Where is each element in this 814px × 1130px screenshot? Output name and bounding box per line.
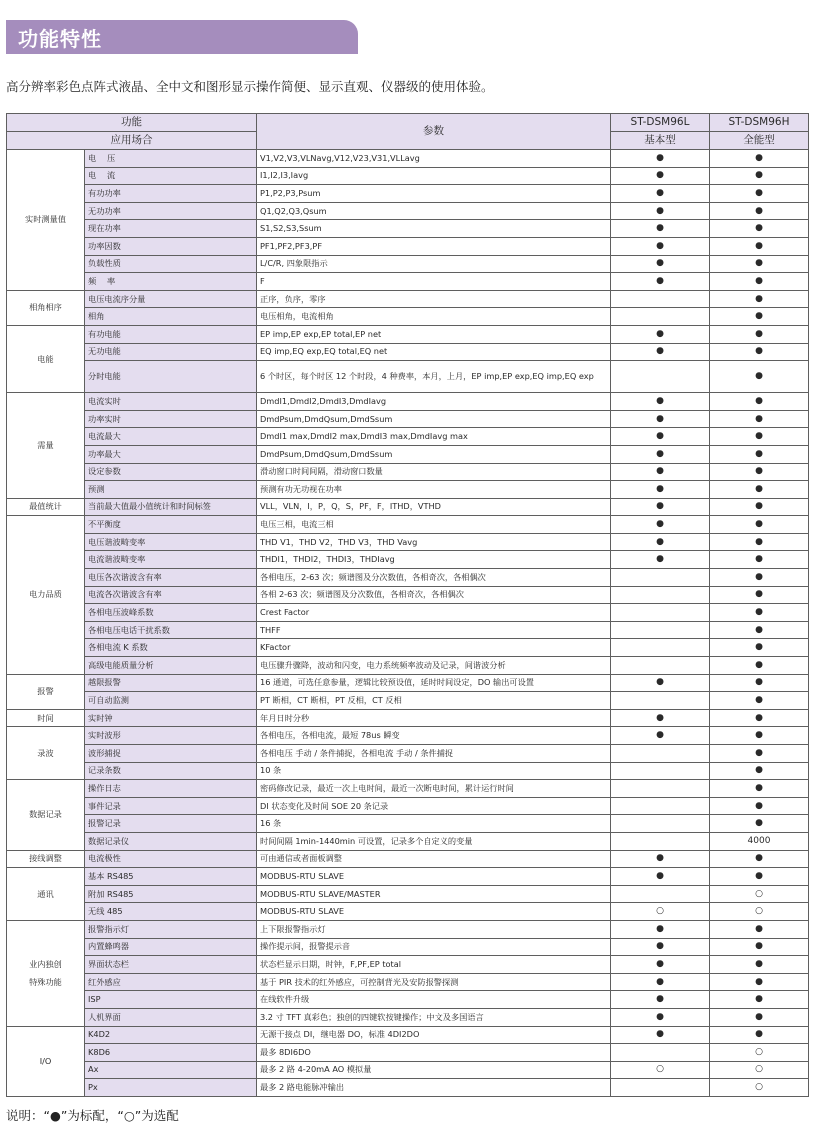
table-row	[7, 885, 809, 903]
table-row	[7, 569, 809, 587]
model-l-cell	[611, 815, 710, 833]
model-h-cell: ●	[710, 692, 809, 710]
parameter-cell: 正序，负序，零序	[257, 290, 611, 308]
function-cell: 无功电能	[85, 343, 257, 361]
model-l-cell: ●	[611, 868, 710, 886]
model-l-cell	[611, 885, 710, 903]
model-h-cell: ●	[710, 604, 809, 622]
function-cell: 越限报警	[85, 674, 257, 692]
parameter-cell: 电压骤升骤降，波动和闪变，电力系统频率波动及记录，间谐波分析	[257, 657, 611, 675]
parameter-cell: MODBUS-RTU SLAVE	[257, 903, 611, 921]
parameter-cell: S1,S2,S3,Ssum	[257, 220, 611, 238]
parameter-cell: F	[257, 273, 611, 291]
model-l-cell	[611, 586, 710, 604]
parameter-cell: THDI1，THDI2，THDI3，THDIavg	[257, 551, 611, 569]
intro-text: 高分辨率彩色点阵式液晶、全中文和图形显示操作简便、显示直观、仪器级的使用体验。	[6, 79, 494, 94]
parameter-cell: 各相电压，各相电流，最短 78us 瞬变	[257, 727, 611, 745]
model-l-cell	[611, 657, 710, 675]
table-row	[7, 903, 809, 921]
parameter-cell: DmdPsum,DmdQsum,DmdSsum	[257, 445, 611, 463]
table-row	[7, 308, 809, 326]
model-l-cell	[611, 832, 710, 850]
header-type-l: 基本型	[611, 132, 710, 150]
model-l-cell: ●	[611, 255, 710, 273]
function-cell: 频 率	[85, 273, 257, 291]
table-row	[7, 325, 809, 343]
function-cell: 电 流	[85, 167, 257, 185]
parameter-cell: 最多 2 路 4-20mA AO 模拟量	[257, 1061, 611, 1079]
parameter-cell: THD V1，THD V2，THD V3，THD Vavg	[257, 533, 611, 551]
table-row	[7, 533, 809, 551]
model-l-cell	[611, 621, 710, 639]
model-h-cell: ●	[710, 586, 809, 604]
function-cell: 各相电压电话干扰系数	[85, 621, 257, 639]
model-l-cell: ●	[611, 325, 710, 343]
header-model-l: ST-DSM96L	[611, 114, 710, 132]
parameter-cell: 电压相角，电流相角	[257, 308, 611, 326]
model-h-cell: ●	[710, 815, 809, 833]
function-cell: 各相电压波峰系数	[85, 604, 257, 622]
group-cell: 需量	[7, 393, 85, 499]
model-h-cell: ●	[710, 290, 809, 308]
legend-note: 说明：“●”为标配，“○”为选配	[6, 1108, 179, 1123]
table-row	[7, 956, 809, 974]
header-model-h: ST-DSM96H	[710, 114, 809, 132]
model-l-cell: ●	[611, 150, 710, 168]
parameter-cell: 无源干接点 DI，继电器 DO，标准 4DI2DO	[257, 1026, 611, 1044]
parameter-cell: 状态栏显示日期，时钟，F,PF,EP total	[257, 956, 611, 974]
group-cell: 报警	[7, 674, 85, 709]
header-application: 应用场合	[7, 132, 257, 150]
table-row	[7, 361, 809, 393]
function-cell: Px	[85, 1079, 257, 1097]
parameter-cell: PT 断相，CT 断相，PT 反相，CT 反相	[257, 692, 611, 710]
table-row	[7, 551, 809, 569]
table-row	[7, 692, 809, 710]
function-cell: 电流实时	[85, 393, 257, 411]
model-l-cell: ●	[611, 727, 710, 745]
parameter-cell: 6 个时区，每个时区 12 个时段，4 种费率，本月，上月，EP imp,EP exp,EQ imp,EQ exp	[257, 361, 611, 393]
parameter-cell: DI 状态变化及时间 SOE 20 条记录	[257, 797, 611, 815]
table-row	[7, 832, 809, 850]
function-cell: Ax	[85, 1061, 257, 1079]
function-cell: K4D2	[85, 1026, 257, 1044]
model-l-cell: ●	[611, 463, 710, 481]
parameter-cell: P1,P2,P3,Psum	[257, 185, 611, 203]
parameter-cell: 可由通信或者面板调整	[257, 850, 611, 868]
table-row	[7, 745, 809, 763]
table-row	[7, 498, 809, 516]
model-h-cell: ●	[710, 150, 809, 168]
parameter-cell: 各相电压，2-63 次；频谱图及分次数值，各相奇次，各相偶次	[257, 569, 611, 587]
model-h-cell: ●	[710, 956, 809, 974]
header-parameter: 参数	[257, 114, 611, 150]
table-row	[7, 868, 809, 886]
model-h-cell: ●	[710, 533, 809, 551]
table-row	[7, 920, 809, 938]
model-h-cell: ●	[710, 657, 809, 675]
model-l-cell: ●	[611, 938, 710, 956]
model-h-cell: ●	[710, 938, 809, 956]
model-h-cell: ●	[710, 621, 809, 639]
parameter-cell: 基于 PIR 技术的红外感应，可控制背光及安防报警探测	[257, 973, 611, 991]
model-l-cell	[611, 308, 710, 326]
function-cell: 波形捕捉	[85, 745, 257, 763]
model-l-cell: ●	[611, 551, 710, 569]
model-h-cell: ●	[710, 220, 809, 238]
table-row	[7, 428, 809, 446]
model-l-cell	[611, 780, 710, 798]
model-l-cell: ●	[611, 273, 710, 291]
model-h-cell: ●	[710, 797, 809, 815]
model-h-cell: ○	[710, 1079, 809, 1097]
model-h-cell: ●	[710, 361, 809, 393]
model-h-cell: ○	[710, 1044, 809, 1062]
model-l-cell: ●	[611, 220, 710, 238]
table-row	[7, 516, 809, 534]
table-row	[7, 674, 809, 692]
model-l-cell: ●	[611, 237, 710, 255]
parameter-cell: EQ imp,EQ exp,EQ total,EQ net	[257, 343, 611, 361]
model-l-cell: ●	[611, 1008, 710, 1026]
model-h-cell: ●	[710, 762, 809, 780]
section-title: 功能特性	[18, 27, 102, 51]
function-cell: 记录条数	[85, 762, 257, 780]
model-l-cell: ●	[611, 343, 710, 361]
parameter-cell: THFF	[257, 621, 611, 639]
group-cell: 实时测量值	[7, 150, 85, 291]
function-cell: 基本 RS485	[85, 868, 257, 886]
table-row	[7, 463, 809, 481]
parameter-cell: MODBUS-RTU SLAVE	[257, 868, 611, 886]
parameter-cell: 年月日时分秒	[257, 709, 611, 727]
group-cell: 数据记录	[7, 780, 85, 850]
model-l-cell: ●	[611, 410, 710, 428]
function-cell: 当前最大值最小值统计和时间标签	[85, 498, 257, 516]
parameter-cell: 预测有功无功视在功率	[257, 481, 611, 499]
parameter-cell: 操作提示间，报警提示音	[257, 938, 611, 956]
model-h-cell: ●	[710, 481, 809, 499]
table-row	[7, 815, 809, 833]
table-row	[7, 445, 809, 463]
model-l-cell: ●	[611, 167, 710, 185]
function-cell: 电流极性	[85, 850, 257, 868]
model-h-cell: ●	[710, 551, 809, 569]
function-cell: 报警指示灯	[85, 920, 257, 938]
parameter-cell: DmdI1 max,DmdI2 max,DmdI3 max,DmdIavg max	[257, 428, 611, 446]
parameter-cell: 16 通道，可选任意参量，逻辑比较预设值，延时时间设定，DO 输出可设置	[257, 674, 611, 692]
function-cell: 相角	[85, 308, 257, 326]
model-h-cell: ●	[710, 973, 809, 991]
model-h-cell: ●	[710, 727, 809, 745]
model-h-cell: ●	[710, 237, 809, 255]
model-l-cell	[611, 797, 710, 815]
model-l-cell	[611, 1079, 710, 1097]
group-cell: 录波	[7, 727, 85, 780]
group-cell: 时间	[7, 709, 85, 727]
model-l-cell: ●	[611, 533, 710, 551]
model-h-cell: ○	[710, 903, 809, 921]
model-l-cell: ●	[611, 498, 710, 516]
function-cell: K8D6	[85, 1044, 257, 1062]
table-row	[7, 709, 809, 727]
table-row	[7, 343, 809, 361]
model-l-cell: ●	[611, 516, 710, 534]
model-h-cell: ●	[710, 255, 809, 273]
model-l-cell	[611, 569, 710, 587]
model-l-cell: ●	[611, 481, 710, 499]
model-h-cell: ●	[710, 639, 809, 657]
model-l-cell: ○	[611, 1061, 710, 1079]
model-l-cell: ●	[611, 393, 710, 411]
function-cell: 事件记录	[85, 797, 257, 815]
parameter-cell: 各相电压 手动 / 条件捕捉，各相电流 手动 / 条件捕捉	[257, 745, 611, 763]
model-h-cell: ●	[710, 393, 809, 411]
function-cell: 不平衡度	[85, 516, 257, 534]
parameter-cell: 时间间隔 1min-1440min 可设置，记录多个自定义的变量	[257, 832, 611, 850]
table-row	[7, 1079, 809, 1097]
model-l-cell: ●	[611, 428, 710, 446]
spec-table-body	[7, 150, 809, 1097]
function-cell: 电压各次谐波含有率	[85, 569, 257, 587]
parameter-cell: Q1,Q2,Q3,Qsum	[257, 202, 611, 220]
function-cell: 负载性质	[85, 255, 257, 273]
function-cell: 操作日志	[85, 780, 257, 798]
function-cell: 有功电能	[85, 325, 257, 343]
table-row	[7, 586, 809, 604]
parameter-cell: PF1,PF2,PF3,PF	[257, 237, 611, 255]
model-l-cell: ●	[611, 202, 710, 220]
parameter-cell: L/C/R, 四象限指示	[257, 255, 611, 273]
model-l-cell: ●	[611, 956, 710, 974]
table-row	[7, 1026, 809, 1044]
model-h-cell: ●	[710, 325, 809, 343]
header-type-h: 全能型	[710, 132, 809, 150]
model-h-cell: ●	[710, 463, 809, 481]
model-l-cell	[611, 290, 710, 308]
model-h-cell: ●	[710, 745, 809, 763]
model-h-cell: ●	[710, 273, 809, 291]
function-cell: 电压谐波畸变率	[85, 533, 257, 551]
table-row	[7, 657, 809, 675]
parameter-cell: Crest Factor	[257, 604, 611, 622]
parameter-cell: 在线软件升级	[257, 991, 611, 1009]
model-l-cell: ●	[611, 850, 710, 868]
parameter-cell: DmdPsum,DmdQsum,DmdSsum	[257, 410, 611, 428]
function-cell: 有功功率	[85, 185, 257, 203]
model-l-cell: ●	[611, 973, 710, 991]
model-h-cell: ●	[710, 498, 809, 516]
model-h-cell: ●	[710, 167, 809, 185]
model-h-cell: ●	[710, 780, 809, 798]
model-l-cell: ●	[611, 185, 710, 203]
function-cell: 无功功率	[85, 202, 257, 220]
parameter-cell: 16 条	[257, 815, 611, 833]
model-h-cell: ●	[710, 674, 809, 692]
parameter-cell: 上下限报警指示灯	[257, 920, 611, 938]
table-row	[7, 167, 809, 185]
function-cell: 电压电流序分量	[85, 290, 257, 308]
model-h-cell: ●	[710, 991, 809, 1009]
parameter-cell: VLL，VLN，I，P，Q，S，PF，F，ITHD，VTHD	[257, 498, 611, 516]
model-h-cell: ●	[710, 516, 809, 534]
table-row	[7, 938, 809, 956]
function-cell: 附加 RS485	[85, 885, 257, 903]
parameter-cell: V1,V2,V3,VLNavg,V12,V23,V31,VLLavg	[257, 150, 611, 168]
table-row	[7, 1044, 809, 1062]
model-l-cell	[611, 639, 710, 657]
model-h-cell: ●	[710, 850, 809, 868]
group-cell: 接线调整	[7, 850, 85, 868]
model-h-cell: ●	[710, 445, 809, 463]
model-h-cell: ●	[710, 343, 809, 361]
model-h-cell: ○	[710, 885, 809, 903]
model-h-cell: ●	[710, 920, 809, 938]
model-l-cell	[611, 604, 710, 622]
model-l-cell: ●	[611, 920, 710, 938]
spec-table	[6, 113, 809, 1097]
parameter-cell: 滑动窗口时间间隔，滑动窗口数量	[257, 463, 611, 481]
model-h-cell: ●	[710, 185, 809, 203]
function-cell: 人机界面	[85, 1008, 257, 1026]
parameter-cell: EP imp,EP exp,EP total,EP net	[257, 325, 611, 343]
function-cell: 功率实时	[85, 410, 257, 428]
parameter-cell: DmdI1,DmdI2,DmdI3,DmdIavg	[257, 393, 611, 411]
function-cell: 内置蜂鸣器	[85, 938, 257, 956]
function-cell: 红外感应	[85, 973, 257, 991]
table-row	[7, 762, 809, 780]
parameter-cell: 最多 2 路电能脉冲输出	[257, 1079, 611, 1097]
header-function: 功能	[7, 114, 257, 132]
parameter-cell: 3.2 寸 TFT 真彩色；独创的四键软按键操作；中文及多国语言	[257, 1008, 611, 1026]
model-l-cell: ●	[611, 709, 710, 727]
table-row	[7, 604, 809, 622]
function-cell: 电 压	[85, 150, 257, 168]
group-cell: 业内独创 特殊功能	[7, 920, 85, 1026]
group-cell: 通讯	[7, 868, 85, 921]
table-row	[7, 481, 809, 499]
parameter-cell: 最多 8DI6DO	[257, 1044, 611, 1062]
model-l-cell	[611, 692, 710, 710]
function-cell: 电流谐波畸变率	[85, 551, 257, 569]
group-cell: 电能	[7, 325, 85, 392]
model-h-cell: ●	[710, 1008, 809, 1026]
table-row	[7, 410, 809, 428]
table-row	[7, 255, 809, 273]
parameter-cell: 10 条	[257, 762, 611, 780]
model-l-cell: ●	[611, 1026, 710, 1044]
table-row	[7, 150, 809, 168]
function-cell: 报警记录	[85, 815, 257, 833]
model-h-cell: 4000	[710, 832, 809, 850]
table-row	[7, 290, 809, 308]
function-cell: 各相电流 K 系数	[85, 639, 257, 657]
function-cell: 电流各次谐波含有率	[85, 586, 257, 604]
table-row	[7, 237, 809, 255]
table-row	[7, 727, 809, 745]
function-cell: 高级电能质量分析	[85, 657, 257, 675]
table-row	[7, 621, 809, 639]
function-cell: ISP	[85, 991, 257, 1009]
parameter-cell: 电压三相，电流三相	[257, 516, 611, 534]
model-h-cell: ●	[710, 202, 809, 220]
function-cell: 现在功率	[85, 220, 257, 238]
function-cell: 无线 485	[85, 903, 257, 921]
table-row	[7, 850, 809, 868]
function-cell: 设定参数	[85, 463, 257, 481]
table-row	[7, 797, 809, 815]
model-l-cell	[611, 762, 710, 780]
model-l-cell: ●	[611, 445, 710, 463]
function-cell: 实时波形	[85, 727, 257, 745]
model-h-cell: ●	[710, 410, 809, 428]
function-cell: 分时电能	[85, 361, 257, 393]
model-l-cell	[611, 745, 710, 763]
parameter-cell: I1,I2,I3,Iavg	[257, 167, 611, 185]
model-h-cell: ●	[710, 308, 809, 326]
function-cell: 可自动监测	[85, 692, 257, 710]
model-l-cell: ○	[611, 903, 710, 921]
section-banner	[6, 20, 358, 54]
model-h-cell: ●	[710, 1026, 809, 1044]
table-row	[7, 202, 809, 220]
parameter-cell: 各相 2-63 次；频谱图及分次数值，各相奇次，各相偶次	[257, 586, 611, 604]
parameter-cell: 密码修改记录，最近一次上电时间，最近一次断电时间，累计运行时间	[257, 780, 611, 798]
model-h-cell: ○	[710, 1061, 809, 1079]
table-row	[7, 639, 809, 657]
group-cell: 最值统计	[7, 498, 85, 516]
table-row	[7, 973, 809, 991]
table-row	[7, 220, 809, 238]
group-cell: 电力品质	[7, 516, 85, 674]
group-cell: 相角相序	[7, 290, 85, 325]
table-row	[7, 393, 809, 411]
function-cell: 电流最大	[85, 428, 257, 446]
model-l-cell: ●	[611, 991, 710, 1009]
model-l-cell	[611, 1044, 710, 1062]
table-row	[7, 780, 809, 798]
parameter-cell: MODBUS-RTU SLAVE/MASTER	[257, 885, 611, 903]
table-row	[7, 185, 809, 203]
parameter-cell: KFactor	[257, 639, 611, 657]
function-cell: 预测	[85, 481, 257, 499]
model-l-cell: ●	[611, 674, 710, 692]
model-h-cell: ●	[710, 569, 809, 587]
function-cell: 功率因数	[85, 237, 257, 255]
table-row	[7, 273, 809, 291]
table-row	[7, 991, 809, 1009]
model-h-cell: ●	[710, 709, 809, 727]
model-h-cell: ●	[710, 868, 809, 886]
model-h-cell: ●	[710, 428, 809, 446]
function-cell: 界面状态栏	[85, 956, 257, 974]
function-cell: 数据记录仪	[85, 832, 257, 850]
function-cell: 功率最大	[85, 445, 257, 463]
table-row	[7, 1008, 809, 1026]
model-l-cell	[611, 361, 710, 393]
function-cell: 实时钟	[85, 709, 257, 727]
group-cell: I/O	[7, 1026, 85, 1096]
table-row	[7, 1061, 809, 1079]
